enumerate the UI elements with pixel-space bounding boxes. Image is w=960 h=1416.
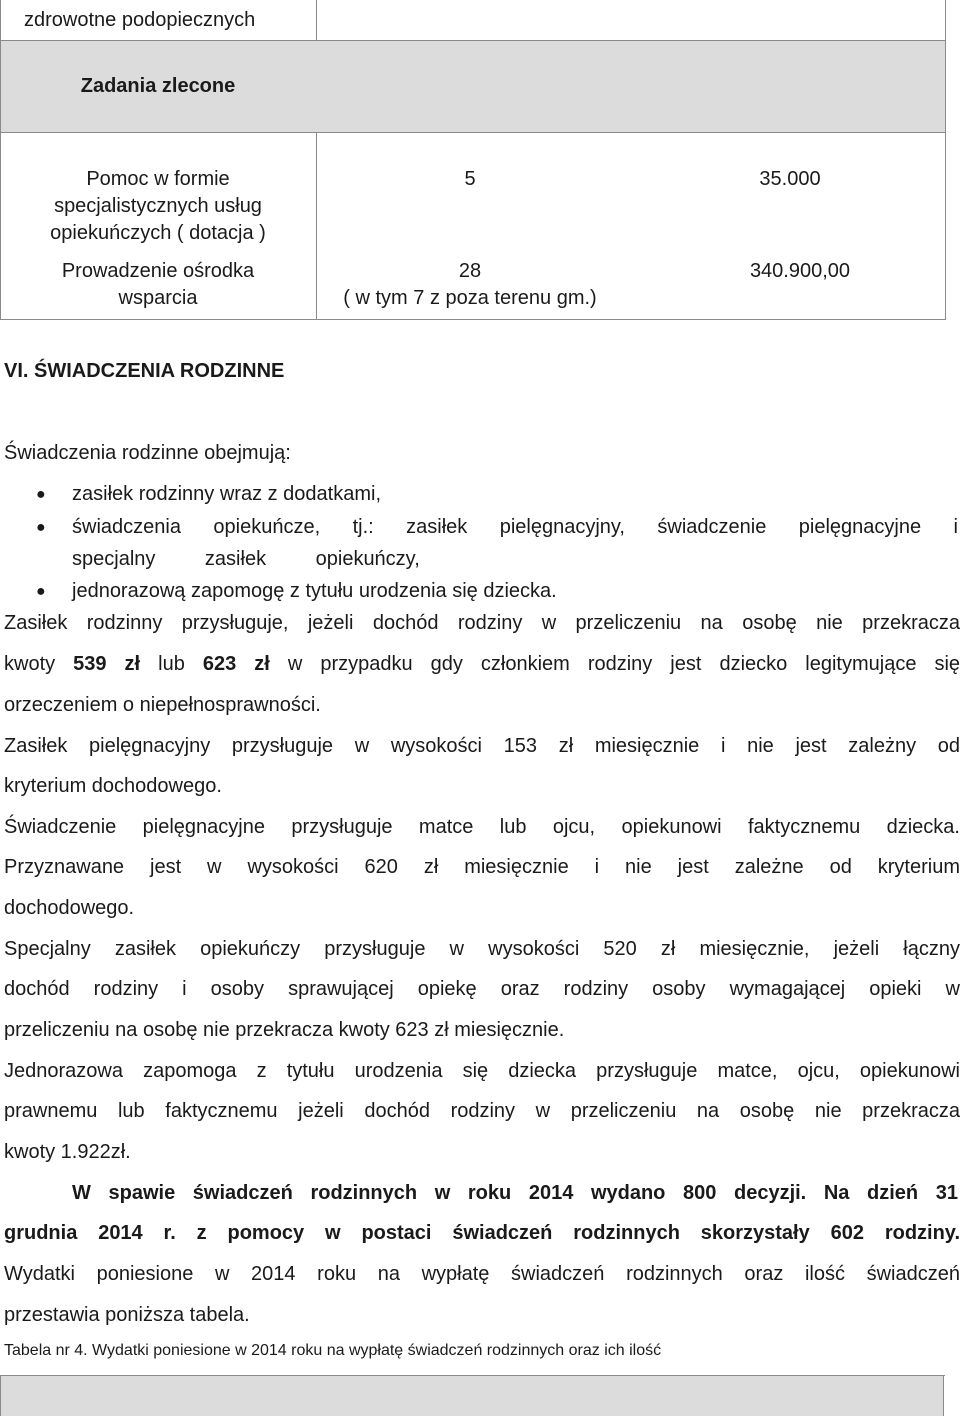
- paragraph-line: kwoty 539 zł lub 623 zł w przypadku gdy członkiem rodziny jest dziecko legitymujące się: [4, 653, 960, 675]
- services-table: [0, 0, 946, 320]
- paragraph-line: Świadczenie pielęgnacyjne przysługuje matce lub ojcu, opiekunowi faktycznemu dziecka.: [4, 816, 960, 838]
- list-item: świadczenia opiekuńcze, tj.: zasiłek pielęgnacyjny, świadczenie pielęgnacyjne i: [72, 516, 958, 538]
- paragraph-line: przeliczeniu na osobę nie przekracza kwoty 623 zł miesięcznie.: [4, 1019, 565, 1041]
- table-section-title: Zadania zlecone: [80, 75, 236, 97]
- list-item-continuation: specjalny zasiłek opiekuńczy,: [72, 548, 420, 570]
- table-row-amount: 35.000: [759, 168, 821, 190]
- paragraph-line: orzeczeniem o niepełnosprawności.: [4, 694, 321, 716]
- table-row-count: 5: [464, 168, 476, 190]
- paragraph-line: dochód rodziny i osoby sprawującej opiekę oraz rodziny osoby wymagającej opieki w: [4, 978, 960, 1000]
- paragraph-line: Przyznawane jest w wysokości 620 zł miesięcznie i nie jest zależne od kryterium: [4, 856, 960, 878]
- intro-text: Świadczenia rodzinne obejmują:: [4, 442, 291, 464]
- table-row-name: Prowadzenie ośrodka wsparcia: [61, 260, 255, 309]
- table-row-amount: 340.900,00: [749, 260, 851, 282]
- table-row-count: 28 ( w tym 7 z poza terenu gm.): [343, 260, 597, 309]
- paragraph-line: prawnemu lub faktycznemu jeżeli dochód rodziny w przeliczeniu na osobę nie przekracza: [4, 1100, 960, 1122]
- table-row-name: Pomoc w formie specjalistycznych usług opiekuńczych ( dotacja ): [50, 168, 266, 244]
- paragraph-line: Zasiłek rodzinny przysługuje, jeżeli dochód rodziny w przeliczeniu na osobę nie przekracza: [4, 612, 960, 634]
- paragraph-line: Wydatki poniesione w 2014 roku na wypłatę świadczeń rodzinnych oraz ilość świadczeń: [4, 1263, 960, 1285]
- table-header-background: [1, 1376, 943, 1416]
- bullet-dot: ●: [36, 486, 46, 503]
- paragraph-line: dochodowego.: [4, 897, 135, 919]
- summary-line: W spawie świadczeń rodzinnych w roku 2014 wydano 800 decyzji. Na dzień 31: [72, 1182, 958, 1204]
- paragraph-line: Jednorazowa zapomoga z tytułu urodzenia się dziecka przysługuje matce, ojcu, opiekunowi: [4, 1060, 960, 1082]
- bullet-dot: ●: [36, 519, 46, 536]
- bullet-dot: ●: [36, 583, 46, 600]
- list-item: jednorazową zapomogę z tytułu urodzenia się dziecka.: [72, 580, 557, 602]
- paragraph-line: przestawia poniższa tabela.: [4, 1304, 250, 1326]
- table-caption: Tabela nr 4. Wydatki poniesione w 2014 roku na wypłatę świadczeń rodzinnych oraz ich ilość: [4, 1342, 662, 1359]
- summary-line: grudnia 2014 r. z pomocy w postaci świadczeń rodzinnych skorzystały 602 rodziny.: [4, 1222, 960, 1244]
- paragraph-line: Specjalny zasiłek opiekuńczy przysługuje w wysokości 520 zł miesięcznie, jeżeli łączny: [4, 938, 960, 960]
- section-heading: VI. ŚWIADCZENIA RODZINNE: [4, 360, 285, 382]
- paragraph-line: Zasiłek pielęgnacyjny przysługuje w wysokości 153 zł miesięcznie i nie jest zależny od: [4, 735, 960, 757]
- table-row-first-text: zdrowotne podopiecznych: [24, 9, 256, 31]
- paragraph-line: kryterium dochodowego.: [4, 775, 222, 797]
- benefits-table: [0, 1372, 945, 1416]
- paragraph-line: kwoty 1.922zł.: [4, 1141, 131, 1163]
- list-item: zasiłek rodzinny wraz z dodatkami,: [72, 483, 382, 505]
